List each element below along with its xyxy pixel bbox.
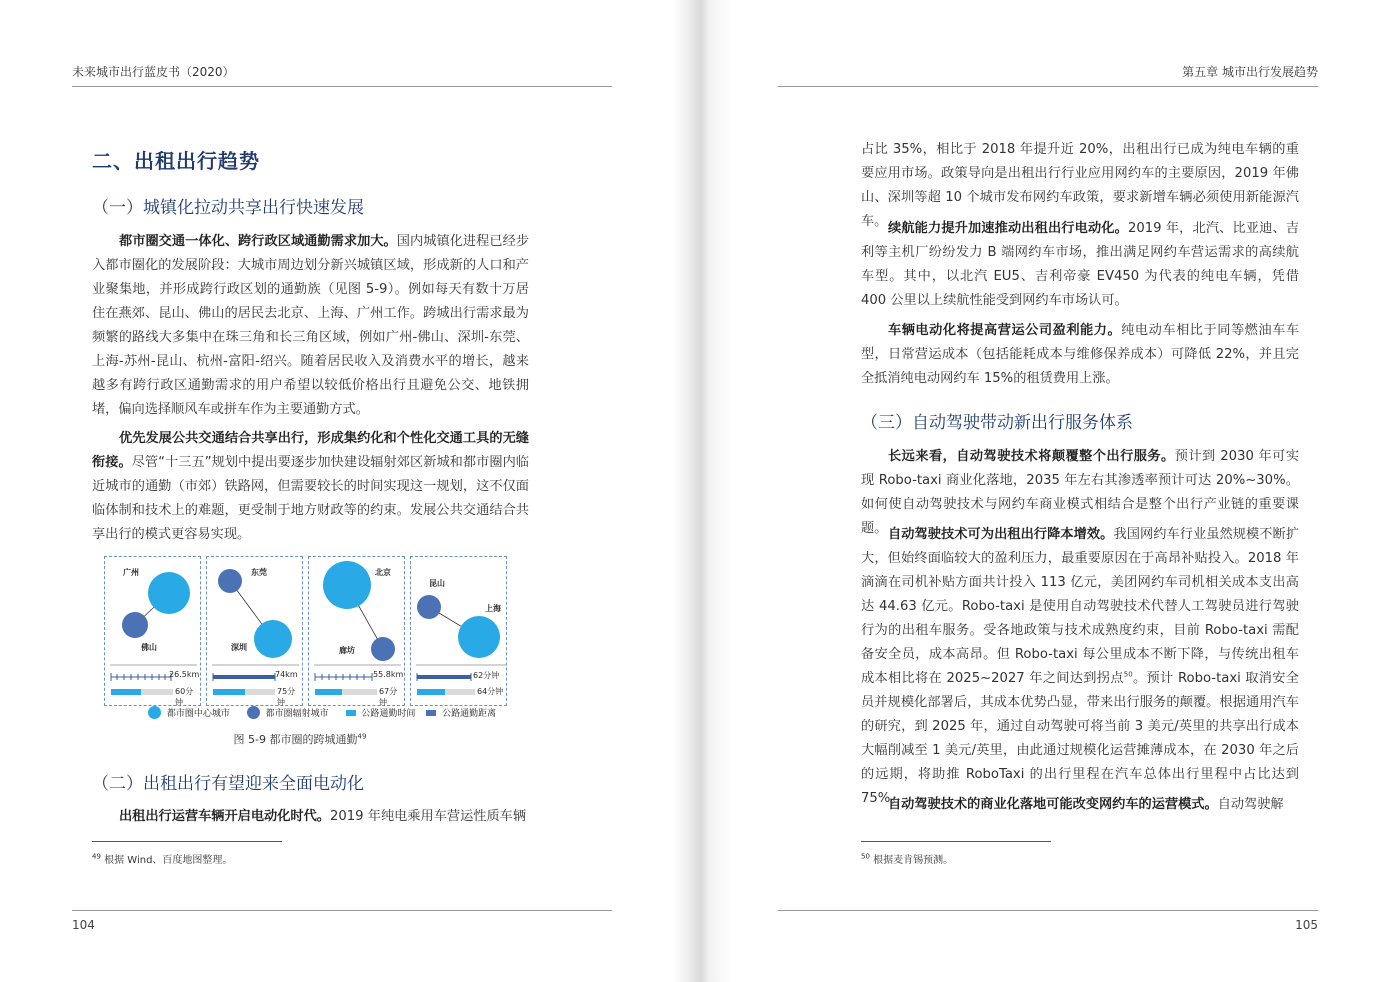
figure-panel-shanghai bbox=[410, 556, 507, 706]
center-city-circle bbox=[323, 561, 371, 609]
paragraph-body-cont: 。预计 Robo-taxi 取消安全员并规模化部署后，其成本优势凸显，带来出行服务的颠覆。根据通用汽车的研究，到 2025 年，通过自动驾驶可将当前 3 美元/英里的共享出行成本大幅削减至 1 美元/英里，由此通过规模化运营摊薄成本，在 2030 年之后的远期，将助推 RoboTaxi 的出行里程在汽车总体出行里程中占比达到 75%。 bbox=[861, 671, 1299, 806]
paragraph-body: 2019 年，北汽、比亚迪、吉利等主机厂纷纷发力 B 端网约车市场，推出满足网约车营运需求的高续航车型。其中，以北汽 EU5、吉利帝豪 EV450 为代表的纯电车辆，凭借 400 公里以上续航性能受到网约车市场认可。 bbox=[861, 221, 1299, 308]
paragraph-cost: 自动驾驶技术可为出租出行降本增效。我国网约车行业虽然规模不断扩大，但始终面临较大的盈利压力，最重要原因在于高昂补贴投入。2018 年滴滴在司机补贴方面共计投入 113 亿元，美团网约车司机相关成本支出高达 44.63 亿元。Robo-taxi 是使用自动驾驶技术代替人工驾驶员进行驾驶行为的出租车服务。受各地政策与技术成熟度约束，目前 Robo-taxi 需配备安全员，成本高昂。但 Robo-taxi 每公里成本不断下降，与传统出租车成本相比将在 2025~2027 年之间达到拐点$^{50}$。预计 Robo-taxi 取消安全员并规模化部署后，其成本优势凸显，带来出行服务的颠覆。根据通用汽车的研究，到 2025 年，通过自动驾驶可将当前 3 美元/英里的共享出行成本大幅削减至 1 美元/英里，由此通过规模化运营摊薄成本，在 2030 年之后的远期，将助推 RoboTaxi 的出行里程在汽车总体出行里程中占比达到 75%。 bbox=[861, 527, 1300, 806]
figure-commute bbox=[104, 556, 510, 706]
center-city-label: 上海 bbox=[485, 604, 501, 613]
time-bar bbox=[315, 689, 342, 695]
paragraph-lead: 自动驾驶技术可为出租出行降本增效。 bbox=[888, 527, 1114, 542]
distance-label: 74km bbox=[275, 670, 298, 679]
paragraph-body: 我国网约车行业虽然规模不断扩大，但始终面临较大的盈利压力，最重要原因在于高昂补贴投入。2018 年滴滴在司机补贴方面共计投入 113 亿元，美团网约车司机相关成本支出高达 44.63 亿元。Robo-taxi 是使用自动驾驶技术代替人工驾驶员进行驾驶行为的出租车服务。受各地政策与技术成熟度约束，目前 Robo-taxi 需配备安全员，成本高昂。但 Robo-taxi 每公里成本不断下降，与传统出租车成本相比将在 2025~2027 年之间达到拐点 bbox=[861, 527, 1300, 686]
distance-label: 26.5km bbox=[169, 670, 200, 679]
page-number-right: 105 bbox=[1295, 918, 1318, 932]
footnote-49: $^{49}$ 根据 Wind、百度地图整理。 bbox=[92, 852, 233, 866]
panel-graphic bbox=[105, 557, 199, 704]
running-head-right: 第五章 城市出行发展趋势 bbox=[1182, 65, 1318, 79]
legend-satellite-swatch bbox=[247, 706, 260, 719]
figure-panel-beijing bbox=[308, 556, 405, 706]
time-label: 64分钟 bbox=[477, 687, 504, 696]
paragraph-body: 自动驾驶解 bbox=[1217, 797, 1284, 812]
satellite-city-label: 佛山 bbox=[141, 643, 157, 652]
legend-distance-label: 公路通勤距离 bbox=[442, 709, 497, 719]
time-label: 67分钟 bbox=[379, 687, 398, 707]
satellite-city-label: 廊坊 bbox=[339, 646, 355, 655]
paragraph-electrification bbox=[92, 805, 529, 829]
paragraph-lead: 出租出行运营车辆开启电动化时代。 bbox=[119, 809, 330, 824]
header-rule-left bbox=[72, 86, 612, 87]
paragraph-lead: 续航能力提升加速推动出租出行电动化。 bbox=[888, 221, 1128, 236]
center-city-circle bbox=[458, 616, 500, 658]
paragraph-commute bbox=[92, 230, 529, 422]
center-city-circle bbox=[254, 620, 292, 658]
time-bar bbox=[213, 689, 245, 695]
footnote-50: $^{50}$ 根据麦肯锡预测。 bbox=[861, 852, 954, 866]
paragraph-profitability bbox=[861, 319, 1299, 391]
right-page bbox=[694, 0, 1390, 982]
paragraph-range bbox=[861, 217, 1299, 313]
figure-panel-guangzhou bbox=[104, 556, 201, 706]
subsection-heading-1: （一）城镇化拉动共享出行快速发展 bbox=[92, 198, 364, 218]
center-city-label: 深圳 bbox=[231, 643, 247, 652]
legend-center-label: 都市圈中心城市 bbox=[166, 709, 230, 719]
panel-graphic bbox=[411, 557, 509, 704]
paragraph-body: 尽管“十三五”规划中提出要逐步加快建设辐射郊区新城和都市圈内临近城市的通勤（市郊）铁路网，但需要较长的时间实现这一规划，这不仅面临体制和技术上的难题，更受制于地方财政等的约束。发展公共交通结合共享出行的模式更容易实现。 bbox=[92, 455, 529, 542]
legend-center-swatch bbox=[148, 706, 161, 719]
footnote-rule-right bbox=[861, 841, 1051, 842]
header-rule-right bbox=[778, 86, 1318, 87]
paragraph-operating-model bbox=[861, 793, 1299, 817]
footer-rule-left bbox=[72, 910, 612, 911]
page-number-left: 104 bbox=[72, 918, 95, 932]
time-label: 75分钟 bbox=[277, 687, 296, 707]
paragraph-continued: 占比 35%，相比于 2018 年提升近 20%，出租出行已成为纯电车辆的重要应用市场。政策导向是出租出行行业应用网约车的主要原因，2019 年佛山、深圳等超 10 个城市发布网约车政策，要求新增车辆必须使用新能源汽车。 bbox=[861, 142, 1299, 229]
satellite-city-circle bbox=[218, 569, 242, 593]
subsection-heading-2: （二）出租出行有望迎来全面电动化 bbox=[92, 774, 364, 794]
time-label: 60分钟 bbox=[175, 687, 194, 707]
legend-time-label: 公路通勤时间 bbox=[361, 709, 416, 719]
paragraph-lead: 长远来看，自动驾驶技术将颠覆整个出行服务。 bbox=[888, 449, 1175, 464]
section-heading: 二、出租出行趋势 bbox=[92, 149, 260, 173]
time-bar bbox=[417, 689, 445, 695]
satellite-city-label: 东莞 bbox=[251, 568, 267, 577]
paragraph-body: 2019 年纯电乘用车营运性质车辆 bbox=[330, 809, 527, 824]
time-bar bbox=[111, 689, 141, 695]
legend-satellite-label: 都市圈辐射城市 bbox=[265, 709, 329, 719]
center-city-label: 广州 bbox=[123, 568, 139, 577]
left-page bbox=[0, 0, 694, 982]
figure-panel-shenzhen bbox=[206, 556, 303, 706]
paragraph-body: 纯电动车相比于同等燃油车车型，日常营运成本（包括能耗成本与维修保养成本）可降低 22%，并且完全抵消纯电动网约车 15%的租赁费用上涨。 bbox=[861, 323, 1300, 386]
figure-legend bbox=[148, 706, 496, 719]
center-city-label: 北京 bbox=[375, 568, 391, 577]
paragraph-lead: 都市圈交通一体化、跨行政区域通勤需求加大。 bbox=[119, 234, 397, 249]
legend-time-swatch bbox=[346, 710, 356, 716]
figure-caption: 图 5-9 都市圈的跨城通勤$^{49}$ bbox=[233, 732, 367, 746]
paragraph-body: 国内城镇化进程已经步入都市圈化的发展阶段：大城市周边划分新兴城镇区域，形成新的人口和产业聚集地，并形成跨行政区划的通勤族（见图 5-9）。例如每天有数十万居住在燕郊、昆山、佛山的居民去北京、上海、广州工作。跨城出行需求最为频繁的路线大多集中在珠三角和长三角区域，例如广州-佛山、深圳-东莞、上海-苏州-昆山、杭州-富阳-绍兴。随着居民收入及消费水平的增长，越来越多有跨行政区通勤需求的用户希望以较低价格出行且避免公交、地铁拥堵，偏向选择顺风车或拼车作为主要通勤方式。 bbox=[92, 234, 530, 417]
running-head-left: 未来城市出行蓝皮书（2020） bbox=[72, 65, 235, 79]
paragraph-lead: 优先发展公共交通结合共享出行，形成集约化和个性化交通工具的无缝衔接。 bbox=[92, 431, 529, 470]
footer-rule-right bbox=[778, 910, 1318, 911]
paragraph-lead: 车辆电动化将提高营运公司盈利能力。 bbox=[888, 323, 1122, 338]
distance-label: 62分钟 bbox=[473, 671, 500, 680]
footnote-rule-left bbox=[92, 841, 282, 842]
satellite-city-circle bbox=[371, 637, 395, 661]
panel-graphic bbox=[309, 557, 403, 704]
panel-graphic bbox=[207, 557, 301, 704]
paragraph-lead: 自动驾驶技术的商业化落地可能改变网约车的运营模式。 bbox=[888, 797, 1218, 812]
distance-label: 55.8km bbox=[373, 670, 404, 679]
legend-distance-swatch bbox=[426, 710, 436, 716]
satellite-city-circle bbox=[417, 595, 441, 619]
paragraph-public-transit bbox=[92, 427, 529, 547]
paragraph-body: 预计到 2030 年可实现 Robo-taxi 商业化落地，2035 年左右其渗透率预计可达 20%~30%。如何使自动驾驶技术与网约车商业模式相结合是整个出行产业链的重要课题。 bbox=[861, 449, 1300, 536]
subsection-heading-3: （三）自动驾驶带动新出行服务体系 bbox=[861, 413, 1133, 433]
satellite-city-circle bbox=[122, 612, 148, 638]
center-city-circle bbox=[148, 572, 190, 614]
satellite-city-label: 昆山 bbox=[429, 579, 445, 588]
